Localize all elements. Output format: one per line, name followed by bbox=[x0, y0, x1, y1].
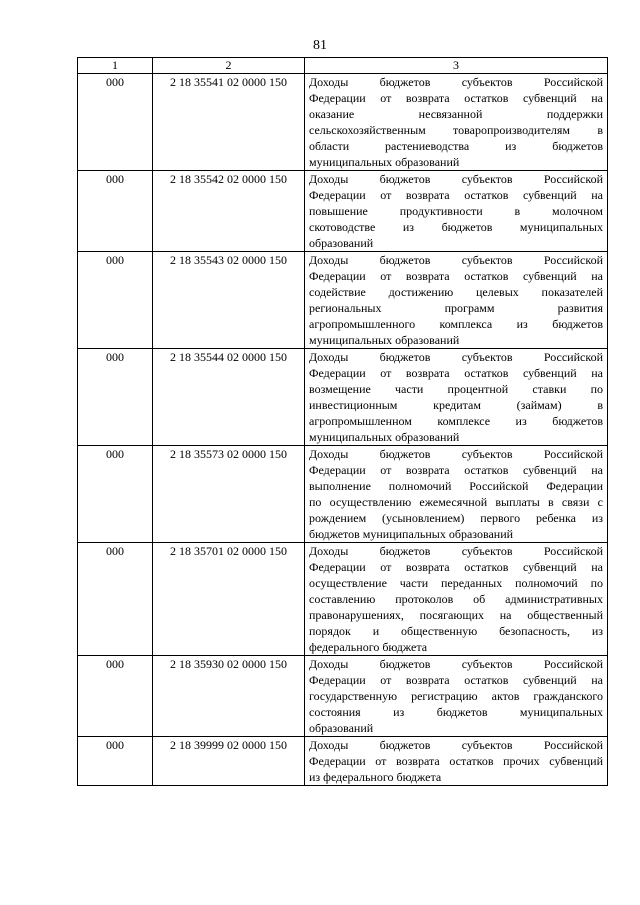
budget-classification-code-cell: 2 18 35542 02 0000 150 bbox=[153, 171, 305, 252]
budget-classification-code-cell: 2 18 35930 02 0000 150 bbox=[153, 656, 305, 737]
admin-code-cell: 000 bbox=[78, 74, 153, 171]
revenue-name-line: Доходы бюджетов субъектов Российской bbox=[309, 253, 603, 267]
revenue-name-line: Доходы бюджетов субъектов Российской bbox=[309, 447, 603, 461]
revenue-name-cell bbox=[305, 74, 608, 171]
revenue-name-line: Федерации от возврата остатков субвенций на bbox=[309, 188, 603, 202]
revenue-name-line: из федерального бюджета bbox=[309, 770, 442, 784]
revenue-name-line: возмещение части процентной ставки по bbox=[309, 382, 603, 396]
revenue-name-line: бюджетов муниципальных образований bbox=[309, 527, 514, 541]
revenue-name-line: федерального бюджета bbox=[309, 640, 428, 654]
revenue-name-line: по осуществлению ежемесячной выплаты в связи с bbox=[309, 495, 603, 509]
table-row bbox=[78, 171, 608, 252]
revenue-name-line: образований bbox=[309, 721, 374, 735]
revenue-name-line: скотоводстве из бюджетов муниципальных bbox=[309, 220, 603, 234]
revenue-name-line: Доходы бюджетов субъектов Российской bbox=[309, 350, 603, 364]
budget-classification-code-cell: 2 18 35543 02 0000 150 bbox=[153, 252, 305, 349]
revenue-name-line: Доходы бюджетов субъектов Российской bbox=[309, 172, 603, 186]
admin-code-cell: 000 bbox=[78, 349, 153, 446]
revenue-name-line: содействие достижению целевых показателей bbox=[309, 285, 603, 299]
revenue-name-line: агропромышленного комплекса из бюджетов bbox=[309, 317, 603, 331]
revenue-name-line: осуществление части переданных полномочий по bbox=[309, 576, 603, 590]
revenue-name-line: Федерации от возврата остатков прочих субвенций bbox=[309, 754, 603, 768]
table-row bbox=[78, 252, 608, 349]
table-row bbox=[78, 656, 608, 737]
revenue-name-line: Федерации от возврата остатков субвенций на bbox=[309, 463, 603, 477]
column-header-3: 3 bbox=[305, 58, 608, 74]
revenue-name-line: образований bbox=[309, 236, 374, 250]
revenue-name-line: состояния из бюджетов муниципальных bbox=[309, 705, 603, 719]
table-body bbox=[78, 74, 608, 786]
revenue-name-line: муниципальных образований bbox=[309, 155, 460, 169]
revenue-name-line: инвестиционным кредитам (займам) в bbox=[309, 398, 603, 412]
admin-code-cell: 000 bbox=[78, 252, 153, 349]
revenue-name-line: Федерации от возврата остатков субвенций на bbox=[309, 673, 603, 687]
revenue-name-cell bbox=[305, 446, 608, 543]
revenue-name-line: региональных программ развития bbox=[309, 301, 603, 315]
page-number: 81 bbox=[313, 38, 327, 53]
revenue-name-line: порядок и общественную безопасность, из bbox=[309, 624, 603, 638]
revenue-name-cell bbox=[305, 252, 608, 349]
table-row bbox=[78, 74, 608, 171]
revenue-name-line: оказание несвязанной поддержки bbox=[309, 107, 603, 121]
budget-classification-code-cell: 2 18 35701 02 0000 150 bbox=[153, 543, 305, 656]
column-header-2: 2 bbox=[153, 58, 305, 74]
revenue-name-line: Федерации от возврата остатков субвенций на bbox=[309, 560, 603, 574]
revenue-name-cell bbox=[305, 349, 608, 446]
budget-revenue-table bbox=[77, 57, 608, 786]
table-row bbox=[78, 543, 608, 656]
admin-code-cell: 000 bbox=[78, 737, 153, 786]
revenue-name-cell bbox=[305, 656, 608, 737]
revenue-name-cell bbox=[305, 171, 608, 252]
revenue-name-line: сельскохозяйственным товаропроизводителям в bbox=[309, 123, 603, 137]
revenue-name-line: Доходы бюджетов субъектов Российской bbox=[309, 657, 603, 671]
revenue-name-line: выполнение полномочий Российской Федерации bbox=[309, 479, 603, 493]
revenue-name-cell bbox=[305, 737, 608, 786]
revenue-name-line: Федерации от возврата остатков субвенций на bbox=[309, 366, 603, 380]
revenue-name-line: повышение продуктивности в молочном bbox=[309, 204, 603, 218]
revenue-name-line: государственную регистрацию актов гражданского bbox=[309, 689, 603, 703]
budget-classification-code-cell: 2 18 39999 02 0000 150 bbox=[153, 737, 305, 786]
admin-code-cell: 000 bbox=[78, 543, 153, 656]
revenue-name-line: рождением (усыновлением) первого ребенка из bbox=[309, 511, 603, 525]
column-header-1: 1 bbox=[78, 58, 153, 74]
revenue-name-line: муниципальных образований bbox=[309, 430, 460, 444]
budget-classification-code-cell: 2 18 35544 02 0000 150 bbox=[153, 349, 305, 446]
table-row bbox=[78, 349, 608, 446]
admin-code-cell: 000 bbox=[78, 656, 153, 737]
revenue-name-line: составлению протоколов об административных bbox=[309, 592, 603, 606]
revenue-name-line: правонарушениях, посягающих на общественный bbox=[309, 608, 603, 622]
revenue-name-line: Федерации от возврата остатков субвенций на bbox=[309, 91, 603, 105]
revenue-name-line: Доходы бюджетов субъектов Российской bbox=[309, 738, 603, 752]
revenue-name-line: области растениеводства из бюджетов bbox=[309, 139, 603, 153]
revenue-name-line: Доходы бюджетов субъектов Российской bbox=[309, 544, 603, 558]
budget-classification-code-cell: 2 18 35541 02 0000 150 bbox=[153, 74, 305, 171]
table-row bbox=[78, 737, 608, 786]
table-header-row bbox=[78, 58, 608, 74]
budget-classification-code-cell: 2 18 35573 02 0000 150 bbox=[153, 446, 305, 543]
admin-code-cell: 000 bbox=[78, 446, 153, 543]
revenue-name-line: агропромышленном комплексе из бюджетов bbox=[309, 414, 603, 428]
revenue-name-line: Доходы бюджетов субъектов Российской bbox=[309, 75, 603, 89]
admin-code-cell: 000 bbox=[78, 171, 153, 252]
revenue-name-line: муниципальных образований bbox=[309, 333, 460, 347]
table-row bbox=[78, 446, 608, 543]
revenue-name-line: Федерации от возврата остатков субвенций на bbox=[309, 269, 603, 283]
revenue-name-cell bbox=[305, 543, 608, 656]
